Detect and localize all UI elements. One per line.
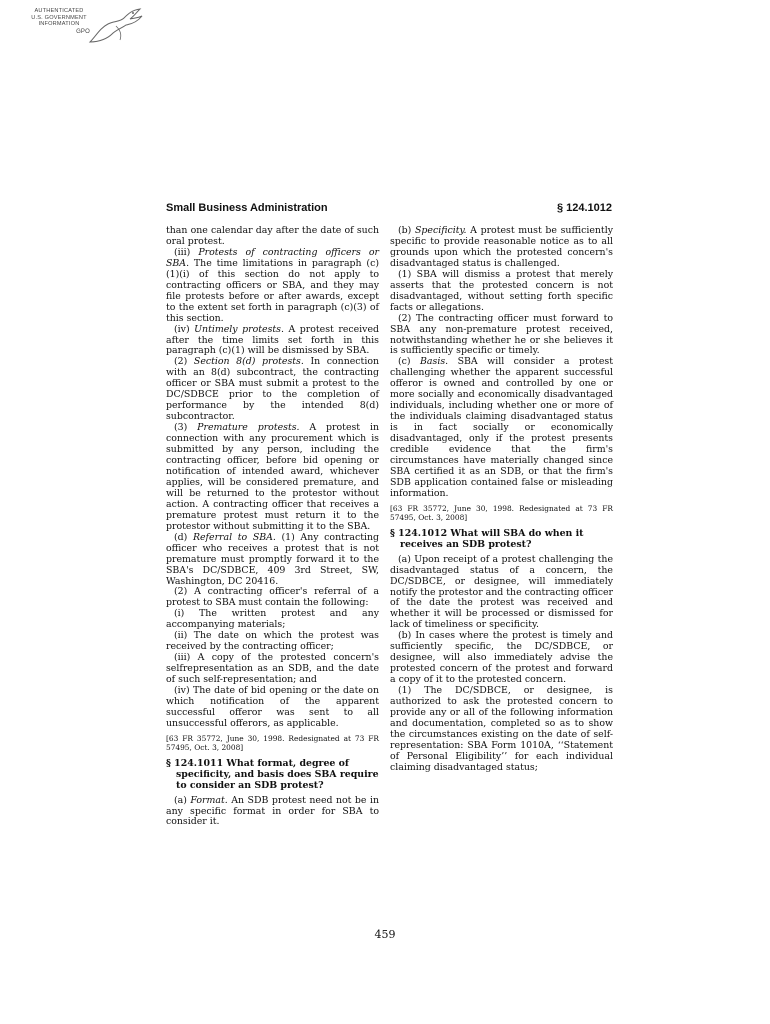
paragraph: (2) Section 8(d) protests. In connection with an 8(d) subcontract, the contracting officer or SBA must submit a protest to the DC/SDBCE prior to the completion of performance by the intended 8(d) subcontractor.: [166, 356, 380, 423]
paragraph: (i) The written protest and any accompanying materials;: [166, 608, 379, 631]
source-citation: [63 FR 35772, June 30, 1998. Redesignated at 73 FR 57495, Oct. 3, 2008]: [166, 733, 379, 752]
paragraph: (1) SBA will dismiss a protest that merely asserts that the protested concern is not disadvantaged, without setting forth specific facts or allegations.: [390, 268, 613, 313]
section-number: § 124.1012: [556, 202, 612, 214]
paragraph: (b) Specificity. A protest must be sufficiently specific to provide reasonable notice as to all grounds upon which the protested concern's disadvantaged status is challenged.: [390, 225, 613, 269]
paragraph: (2) The contracting officer must forward to SBA any non-premature protest received, notwithstanding whether he or she believes it is sufficiently specific or timely.: [390, 312, 613, 357]
right-column: [390, 226, 613, 774]
paragraph: (iv) Untimely protests. A protest received after the time limits set forth in this paragraph (c)(1) will be dismissed by SBA.: [166, 323, 380, 357]
seal-text: [26, 8, 92, 35]
paragraph: (a) Upon receipt of a protest challenging the disadvantaged status of a concern, the DC/SDBCE, or designee, will immediately notify the protestor and the contracting officer of the date the protest was received and whether it will be processed or dismissed for lack of timeliness or specificity.: [390, 553, 613, 631]
seal-line-3: INFORMATION: [38, 21, 80, 28]
paragraph: (3) Premature protests. A protest in connection with any procurement which is submitted by any person, including the contracting officer, before bid opening or notification of intended award, whichever applies, will be considered premature, and will be returned to the protestor without action. A contracting officer that receives a premature protest must return it to the protestor without submitting it to the SBA.: [166, 422, 379, 532]
paragraph: (2) A contracting officer's referral of a protest to SBA must contain the following:: [166, 586, 379, 609]
paragraph: (1) The DC/SDBCE, or designee, is authorized to ask the protested concern to provide any or all of the following information and documentation, completed so as to show the circumstances existing on the date of self-representation: SBA Form 1010A, ‘‘Statement of Personal Eligibility’’ for each individual claiming disadvantaged status;: [390, 685, 613, 773]
page-number: 459: [374, 928, 396, 941]
paragraph: (ii) The date on which the protest was received by the contracting officer;: [166, 630, 379, 653]
left-column: [166, 226, 379, 828]
paragraph: (d) Referral to SBA. (1) Any contracting officer who receives a protest that is not premature must promptly forward it to the SBA's DC/SDBCE, 409 3rd Street, SW, Washington, DC 20416.: [166, 531, 379, 587]
paragraph: (iii) Protests of contracting officers or SBA. The time limitations in paragraph (c)(1)(i) of this section do not apply to contracting officers or SBA, and they may file protests before or after awards, except to the extent set forth in paragraph (c)(3) of this section.: [166, 246, 379, 324]
paragraph: (a) Format. An SDB protest need not be in any specific format in order for SBA to consider it.: [166, 794, 379, 828]
seal-line-1: AUTHENTICATED: [34, 8, 84, 14]
source-citation: [63 FR 35772, June 30, 1998. Redesignated at 73 FR 57495, Oct. 3, 2008]: [390, 503, 613, 522]
eagle-icon: [86, 6, 146, 46]
paragraph: (iv) The date of bid opening or the date on which notification of the apparent successful offeror was sent to all unsuccessful offerors, as applicable.: [166, 685, 379, 729]
paragraph: than one calendar day after the date of such oral protest.: [166, 225, 379, 247]
gpo-authentication-seal: [26, 6, 146, 46]
paragraph: (c) Basis. SBA will consider a protest challenging whether the apparent successful offeror is owned and controlled by one or more socially and economically disadvantaged individuals, including whether one or more of the individuals claiming disadvantaged status is in fact socially or economically disadvantaged, only if the protest presents credible evidence that the firm's circumstances have materially changed since SBA certified it as an SDB, or that the firm's SDB application contained false or misleading information.: [390, 356, 613, 499]
agency-name: Small Business Administration: [166, 202, 328, 214]
seal-line-2: U.S. GOVERNMENT: [31, 14, 87, 21]
paragraph: (iii) A copy of the protested concern's selfrepresentation as an SDB, and the date of such self-representation; and: [166, 652, 379, 686]
section-heading: § 124.1012 What will SBA do when it receives an SDB protest?: [390, 527, 584, 550]
section-heading: § 124.1011 What format, degree of specificity, and basis does SBA require to consider an SDB protest?: [166, 757, 379, 791]
paragraph: (b) In cases where the protest is timely and sufficiently specific, the DC/SDBCE, or designee, will also immediately advise the protested concern of the protest and forward a copy of it to the protested concern.: [390, 630, 613, 686]
running-head: [166, 202, 612, 220]
seal-line-4: GPO: [76, 28, 90, 35]
